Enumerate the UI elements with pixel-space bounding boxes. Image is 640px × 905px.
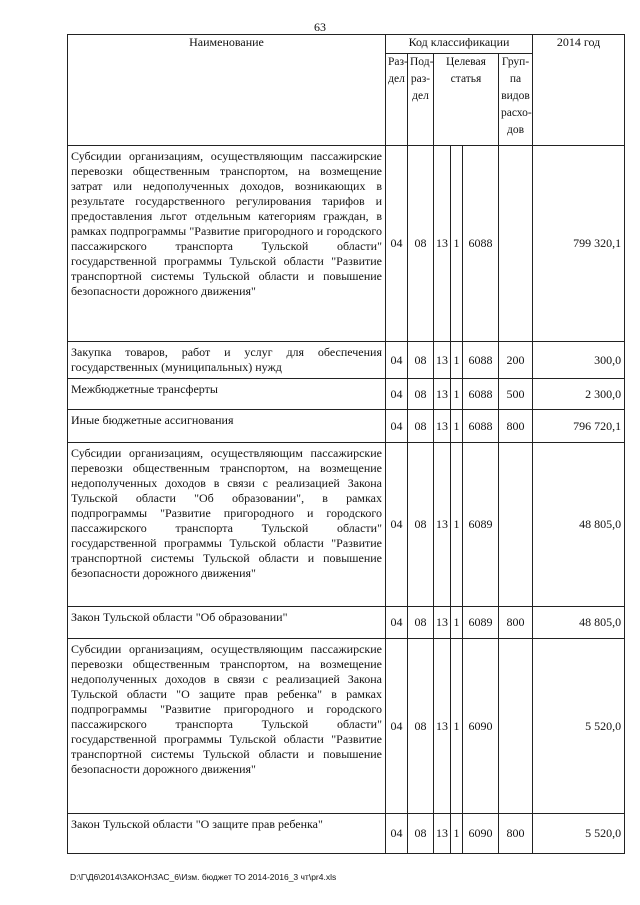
table-cell-amount: 799 320,1 xyxy=(533,146,625,342)
table-row xyxy=(68,607,625,639)
table-cell-target-subprogram: 1 xyxy=(451,146,463,342)
table-cell-target-code: 6088 xyxy=(463,379,499,410)
table-cell-section: 04 xyxy=(386,607,408,639)
header-target-article: Целевая статья xyxy=(434,54,499,146)
header-section: Раз- дел xyxy=(386,54,408,146)
table-cell-expense-group xyxy=(499,146,533,342)
table-cell-expense-group: 800 xyxy=(499,607,533,639)
page-number: 63 xyxy=(314,20,326,34)
table-cell-target-program: 13 xyxy=(434,443,451,607)
table-row xyxy=(68,146,625,342)
table-cell-target-subprogram: 1 xyxy=(451,342,463,379)
table-body xyxy=(68,146,625,854)
table-cell-target-subprogram: 1 xyxy=(451,410,463,443)
table-cell-target-code: 6089 xyxy=(463,443,499,607)
table-cell-section: 04 xyxy=(386,443,408,607)
table-cell-target-code: 6088 xyxy=(463,342,499,379)
table-cell-name: Субсидии организациям, осуществляющим пассажирские перевозки общественным транспортом, на возмещение недополученных доходов в связи с реализацией Закона Тульской области "О защите прав ребенка" в рамках подпрограммы "Развитие пригородного и городского пассажирского транспорта Тульской области" государственной программы Тульской области "Развитие транспортной системы Тульской области и повышение безопасности дорожного движения" xyxy=(68,639,386,814)
table-cell-subsection: 08 xyxy=(408,814,434,854)
table-cell-section: 04 xyxy=(386,410,408,443)
table-cell-target-subprogram: 1 xyxy=(451,443,463,607)
table-cell-target-program: 13 xyxy=(434,607,451,639)
table-cell-name: Закон Тульской области "Об образовании" xyxy=(68,607,386,639)
table-cell-amount: 300,0 xyxy=(533,342,625,379)
table-cell-subsection: 08 xyxy=(408,639,434,814)
table-cell-target-program: 13 xyxy=(434,639,451,814)
table-cell-subsection: 08 xyxy=(408,379,434,410)
table-cell-target-subprogram: 1 xyxy=(451,814,463,854)
table-cell-subsection: 08 xyxy=(408,443,434,607)
table-cell-section: 04 xyxy=(386,814,408,854)
header-subsection: Под- раз- дел xyxy=(408,54,434,146)
table-cell-target-code: 6088 xyxy=(463,146,499,342)
table-cell-amount: 48 805,0 xyxy=(533,443,625,607)
table-cell-target-subprogram: 1 xyxy=(451,639,463,814)
table-cell-target-program: 13 xyxy=(434,410,451,443)
table-row xyxy=(68,443,625,607)
table-cell-subsection: 08 xyxy=(408,607,434,639)
table-cell-amount: 5 520,0 xyxy=(533,639,625,814)
table-cell-subsection: 08 xyxy=(408,342,434,379)
table-cell-target-program: 13 xyxy=(434,146,451,342)
table-cell-expense-group xyxy=(499,639,533,814)
budget-table xyxy=(67,34,625,854)
table-cell-section: 04 xyxy=(386,639,408,814)
table-cell-name: Субсидии организациям, осуществляющим пассажирские перевозки общественным транспортом, на возмещение затрат или недополученных доходов, возникающих в результате государственного регулирования тарифов и предоставления льгот отдельным категориям граждан, в рамках подпрограммы "Развитие пригородного и городского пассажирского транспорта Тульской области" государственной программы Тульской области "Развитие транспортной системы Тульской области и повышение безопасности дорожного движения" xyxy=(68,146,386,342)
table-cell-name: Межбюджетные трансферты xyxy=(68,379,386,410)
table-cell-section: 04 xyxy=(386,342,408,379)
table-cell-target-code: 6090 xyxy=(463,814,499,854)
table-cell-target-subprogram: 1 xyxy=(451,379,463,410)
table-cell-name: Иные бюджетные ассигнования xyxy=(68,410,386,443)
table-cell-target-program: 13 xyxy=(434,342,451,379)
table-row xyxy=(68,342,625,379)
header-code-classification: Код классификации xyxy=(386,35,533,54)
table-cell-subsection: 08 xyxy=(408,146,434,342)
table-cell-target-code: 6090 xyxy=(463,639,499,814)
file-path-footer: D:\Г\Д6\2014\ЗАКОН\ЗАС_6\Изм. бюджет ТО 2014-2016_3 чт\pr4.xls xyxy=(70,872,337,882)
table-cell-amount: 2 300,0 xyxy=(533,379,625,410)
table-row xyxy=(68,639,625,814)
table-row xyxy=(68,410,625,443)
table-row xyxy=(68,379,625,410)
table-cell-section: 04 xyxy=(386,379,408,410)
table-cell-target-program: 13 xyxy=(434,814,451,854)
table-cell-expense-group: 200 xyxy=(499,342,533,379)
table-cell-amount: 48 805,0 xyxy=(533,607,625,639)
table-cell-name: Закупка товаров, работ и услуг для обеспечения государственных (муниципальных) нужд xyxy=(68,342,386,379)
table-cell-name: Субсидии организациям, осуществляющим пассажирские перевозки общественным транспортом, на возмещение недополученных доходов в связи с реализацией Закона Тульской области "Об образовании", в рамках подпрограммы "Развитие пригородного и городского пассажирского транспорта Тульской области" государственной программы Тульской области "Развитие транспортной системы Тульской области и повышение безопасности дорожного движения" xyxy=(68,443,386,607)
table-cell-target-code: 6088 xyxy=(463,410,499,443)
table-cell-target-program: 13 xyxy=(434,379,451,410)
table-cell-expense-group: 800 xyxy=(499,410,533,443)
table-cell-target-subprogram: 1 xyxy=(451,607,463,639)
table-cell-name: Закон Тульской области "О защите прав ребенка" xyxy=(68,814,386,854)
table-cell-expense-group xyxy=(499,443,533,607)
header-expense-group: Груп- па видов расхо- дов xyxy=(499,54,533,146)
table-cell-target-code: 6089 xyxy=(463,607,499,639)
table-cell-expense-group: 800 xyxy=(499,814,533,854)
table-row xyxy=(68,814,625,854)
table-cell-subsection: 08 xyxy=(408,410,434,443)
table-cell-expense-group: 500 xyxy=(499,379,533,410)
header-name: Наименование xyxy=(68,35,386,146)
table-cell-amount: 5 520,0 xyxy=(533,814,625,854)
table-cell-amount: 796 720,1 xyxy=(533,410,625,443)
header-year: 2014 год xyxy=(533,35,625,146)
table-cell-section: 04 xyxy=(386,146,408,342)
